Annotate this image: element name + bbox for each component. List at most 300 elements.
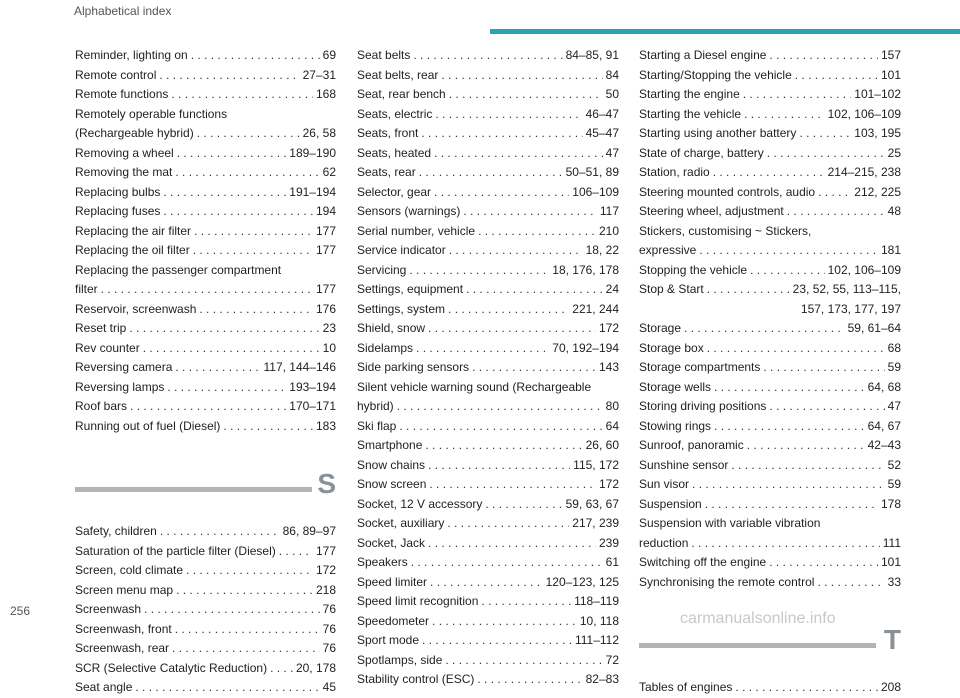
- dot-leader: [159, 66, 299, 86]
- dot-leader: [425, 436, 582, 456]
- index-entry: [357, 592, 619, 612]
- index-entry: [639, 280, 901, 319]
- dot-leader: [223, 417, 313, 437]
- entry-name: Starting a Diesel engine: [639, 48, 767, 62]
- dot-leader: [707, 339, 885, 359]
- entry-pages: 143: [598, 360, 619, 374]
- dot-leader: [769, 397, 884, 417]
- entry-name: Replacing the air filter: [75, 223, 192, 238]
- index-entry: [357, 85, 619, 105]
- index-entry: [357, 670, 619, 690]
- index-entry: [639, 417, 901, 437]
- dot-leader: [167, 378, 286, 398]
- entry-name: Screen menu map: [75, 582, 174, 597]
- entry-name: Serial number, vehicle: [357, 223, 476, 238]
- entry-pages: 70, 192–194: [552, 340, 619, 355]
- dot-leader: [397, 397, 603, 417]
- entry-pages: 177: [315, 543, 336, 558]
- entry-pages: 82–83: [585, 672, 619, 686]
- index-entry: [357, 339, 619, 359]
- entry-pages: 239: [598, 535, 619, 550]
- index-entry: [75, 46, 336, 66]
- dot-leader: [416, 339, 549, 359]
- dot-leader: [477, 670, 582, 690]
- entry-name: reduction: [639, 535, 689, 550]
- entry-pages: 42–43: [867, 438, 901, 452]
- index-entry: [75, 66, 336, 86]
- entry-pages: 76: [322, 621, 336, 636]
- entry-name: Storage box: [639, 340, 704, 355]
- index-entry: [357, 534, 619, 554]
- dot-leader: [199, 300, 313, 320]
- entry-pages: 86, 89–97: [282, 524, 336, 538]
- dot-leader: [817, 573, 884, 593]
- entry-pages: 45–47: [585, 126, 619, 140]
- entry-name: filter: [75, 282, 98, 296]
- dot-leader: [478, 222, 596, 242]
- index-entry: [639, 85, 901, 105]
- dot-leader: [413, 46, 562, 66]
- dot-leader: [193, 241, 313, 261]
- index-column-2: [357, 46, 619, 690]
- index-entry: [357, 631, 619, 651]
- dot-leader: [129, 319, 319, 339]
- dot-leader: [750, 261, 825, 281]
- index-entry: [357, 514, 619, 534]
- dot-leader: [422, 631, 572, 651]
- entry-pages: 214–215, 238: [827, 165, 901, 179]
- dot-leader: [449, 241, 583, 261]
- dot-leader: [144, 600, 320, 620]
- entry-name: Reversing camera: [75, 360, 173, 374]
- dot-leader: [466, 280, 603, 300]
- entry-pages: 61: [605, 555, 619, 569]
- index-entry: [75, 561, 336, 581]
- entry-name: Removing a wheel: [75, 145, 174, 160]
- entry-pages: 47: [605, 145, 619, 160]
- dot-leader: [463, 202, 596, 222]
- entry-name: Storing driving positions: [639, 399, 767, 413]
- entry-name: Seat belts, rear: [357, 67, 439, 82]
- entry-name: Speakers: [357, 555, 408, 569]
- entry-name-first-line: Silent vehicle warning sound (Rechargeable: [357, 379, 592, 394]
- entry-pages: 20, 178: [295, 660, 336, 675]
- entry-name: Steering mounted controls, audio: [639, 184, 816, 199]
- entry-pages: 84–85, 91: [565, 48, 619, 62]
- entry-pages: 181: [880, 243, 901, 257]
- index-entry: [75, 542, 336, 562]
- dot-leader: [787, 202, 885, 222]
- index-entry: [639, 339, 901, 359]
- entry-pages: 191–194: [289, 184, 336, 199]
- entry-name: Servicing: [357, 262, 407, 277]
- dot-leader: [713, 163, 825, 183]
- section-letter: S: [317, 468, 336, 499]
- entry-name: Replacing fuses: [75, 204, 161, 218]
- entry-pages: 50: [605, 87, 619, 101]
- index-column-3: [639, 46, 901, 698]
- index-entry: [75, 85, 336, 105]
- entry-name: Seats, front: [357, 126, 419, 140]
- entry-name: Sensors (warnings): [357, 204, 461, 218]
- index-entry: [75, 319, 336, 339]
- index-entry: [75, 678, 336, 698]
- entry-name: Removing the mat: [75, 165, 173, 179]
- index-entry: [75, 163, 336, 183]
- entry-pages: 33: [887, 574, 901, 589]
- index-entry: [639, 261, 901, 281]
- index-entry: [639, 495, 901, 515]
- entry-pages: 120–123, 125: [545, 574, 619, 589]
- entry-name: Settings, equipment: [357, 282, 464, 296]
- entry-pages: 64: [605, 418, 619, 433]
- entry-pages: 221, 244: [572, 301, 619, 316]
- entry-pages: 118–119: [574, 594, 619, 608]
- section-heading: [75, 462, 336, 506]
- dot-leader: [409, 261, 549, 281]
- dot-leader: [163, 183, 286, 203]
- dot-leader: [172, 639, 320, 659]
- dot-leader: [445, 651, 602, 671]
- entry-name: State of charge, battery: [639, 145, 764, 160]
- entry-pages: 47: [887, 399, 901, 413]
- dot-leader: [447, 514, 569, 534]
- entry-pages: 76: [322, 641, 336, 655]
- dot-leader: [769, 46, 878, 66]
- dot-leader: [143, 339, 320, 359]
- entry-pages: 24: [605, 282, 619, 296]
- entry-pages: 111: [882, 535, 901, 550]
- index-entry: [639, 183, 901, 203]
- section-rule: [75, 487, 312, 492]
- dot-leader: [735, 678, 878, 698]
- entry-pages: 76: [322, 602, 336, 616]
- entry-pages: 59: [887, 477, 901, 491]
- dot-leader: [485, 495, 562, 515]
- entry-name: (Rechargeable hybrid): [75, 126, 194, 140]
- entry-pages: 212, 225: [854, 184, 901, 199]
- dot-leader: [197, 124, 300, 144]
- index-entry: [75, 202, 336, 222]
- dot-leader: [744, 105, 825, 125]
- entry-pages: 177: [315, 282, 336, 296]
- dot-leader: [171, 85, 313, 105]
- dot-leader: [435, 105, 582, 125]
- dot-leader: [743, 85, 852, 105]
- entry-pages: 59, 63, 67: [565, 496, 619, 511]
- dot-leader: [270, 659, 293, 679]
- dot-leader: [434, 144, 603, 164]
- entry-pages: 10, 118: [579, 613, 619, 628]
- entry-name-first-line: Remotely operable functions: [75, 106, 228, 121]
- index-entry: [639, 378, 901, 398]
- index-entry: [75, 183, 336, 203]
- index-entry: [639, 456, 901, 476]
- entry-pages: 48: [887, 204, 901, 218]
- entry-name: Running out of fuel (Diesel): [75, 418, 221, 433]
- entry-name: Starting the engine: [639, 87, 740, 101]
- dot-leader: [101, 280, 313, 300]
- index-entry: [75, 300, 336, 320]
- entry-pages: 115, 172: [573, 457, 619, 472]
- entry-name: Service indicator: [357, 243, 446, 257]
- entry-name: Socket, 12 V accessory: [357, 496, 483, 511]
- entry-name: Saturation of the particle filter (Diesel): [75, 543, 276, 558]
- entry-name: Seats, rear: [357, 165, 416, 179]
- index-entry: [75, 620, 336, 640]
- entry-name: Speedometer: [357, 613, 430, 628]
- dot-leader: [419, 163, 563, 183]
- entry-pages: 80: [605, 399, 619, 413]
- entry-name: Replacing the oil filter: [75, 243, 190, 257]
- dot-leader: [194, 222, 313, 242]
- entry-pages: 101: [880, 555, 901, 569]
- entry-pages: 170–171: [289, 399, 336, 413]
- entry-pages: 168: [315, 87, 336, 101]
- dot-leader: [705, 495, 878, 515]
- dot-leader: [160, 522, 280, 542]
- dot-leader: [799, 124, 851, 144]
- entry-pages: 45: [322, 680, 336, 694]
- dot-leader: [429, 475, 596, 495]
- entry-name: Reset trip: [75, 321, 127, 335]
- entry-name: Shield, snow: [357, 321, 426, 335]
- index-entry: [357, 495, 619, 515]
- index-entry: [357, 573, 619, 593]
- index-entry: [357, 358, 619, 378]
- entry-name: Rev counter: [75, 340, 140, 355]
- entry-name: Stability control (ESC): [357, 672, 475, 686]
- section-letter: T: [883, 624, 901, 655]
- index-entry: [75, 600, 336, 620]
- entry-name: Screenwash, front: [75, 621, 172, 636]
- dot-leader: [130, 397, 286, 417]
- entry-name: Smartphone: [357, 438, 423, 452]
- index-entry: [639, 66, 901, 86]
- index-entry: [639, 573, 901, 593]
- dot-leader: [448, 300, 569, 320]
- dot-leader: [421, 124, 582, 144]
- index-entry: [357, 456, 619, 476]
- index-entry: [357, 66, 619, 86]
- index-entry: [357, 144, 619, 164]
- entry-name: Sport mode: [357, 633, 420, 647]
- entry-name: Sunroof, panoramic: [639, 438, 744, 452]
- dot-leader: [175, 620, 320, 640]
- entry-pages: 189–190: [289, 145, 336, 160]
- entry-name: Sunshine sensor: [639, 457, 729, 472]
- index-entry: [639, 436, 901, 456]
- index-entry: [75, 339, 336, 359]
- entry-pages: 59: [887, 360, 901, 374]
- entry-name: Seats, heated: [357, 145, 432, 160]
- dot-leader: [428, 534, 596, 554]
- index-entry: [639, 222, 901, 261]
- entry-name: Reversing lamps: [75, 379, 165, 394]
- index-entry: [75, 241, 336, 261]
- entry-pages: 102, 106–109: [827, 106, 901, 121]
- entry-name: Seat belts: [357, 48, 411, 62]
- entry-name: Safety, children: [75, 524, 157, 538]
- index-entry: [75, 358, 336, 378]
- entry-pages: 102, 106–109: [827, 262, 901, 277]
- entry-name: Seat angle: [75, 680, 133, 694]
- entry-name: Switching off the engine: [639, 555, 767, 569]
- entry-pages: 177: [315, 243, 336, 257]
- index-entry: [75, 659, 336, 679]
- dot-leader: [430, 573, 543, 593]
- index-entry: [639, 163, 901, 183]
- entry-name: Starting/Stopping the vehicle: [639, 67, 792, 82]
- index-entry: [75, 261, 336, 300]
- dot-leader: [684, 319, 845, 339]
- entry-name: Replacing bulbs: [75, 184, 161, 199]
- dot-leader: [279, 542, 313, 562]
- entry-pages: 10: [322, 340, 336, 355]
- entry-pages: 52: [887, 457, 901, 472]
- index-entry: [357, 124, 619, 144]
- index-entry: [75, 522, 336, 542]
- entry-pages: 172: [598, 477, 619, 491]
- dot-leader: [432, 612, 577, 632]
- entry-pages: 68: [887, 340, 901, 355]
- dot-leader: [163, 202, 313, 222]
- dot-leader: [177, 144, 287, 164]
- entry-name-first-line: Suspension with variable vibration: [639, 516, 821, 530]
- entry-name: Remote functions: [75, 87, 169, 101]
- dot-leader: [714, 378, 865, 398]
- dot-leader: [186, 561, 313, 581]
- entry-pages: 111–112: [574, 633, 619, 647]
- entry-name: hybrid): [357, 399, 394, 413]
- entry-pages: 84: [605, 67, 619, 82]
- index-entry: [357, 475, 619, 495]
- dot-leader: [428, 319, 596, 339]
- section-rule: [639, 643, 876, 648]
- index-entry: [639, 144, 901, 164]
- entry-name: Speed limit recognition: [357, 594, 479, 608]
- dot-leader: [747, 436, 865, 456]
- entry-name: expressive: [639, 243, 697, 257]
- entry-pages: 193–194: [289, 379, 336, 394]
- index-entry: [639, 475, 901, 495]
- entry-pages: 18, 22: [585, 243, 619, 257]
- dot-leader: [449, 85, 603, 105]
- entry-name: Socket, auxiliary: [357, 516, 445, 530]
- dot-leader: [731, 456, 884, 476]
- entry-pages: 208: [880, 680, 901, 694]
- entry-name: Starting the vehicle: [639, 106, 742, 121]
- entry-name-first-line: Replacing the passenger compartment: [75, 262, 282, 277]
- entry-pages: 23, 52, 55, 113–115,: [792, 282, 901, 296]
- index-entry: [357, 202, 619, 222]
- entry-name: Socket, Jack: [357, 535, 426, 550]
- dot-leader: [411, 553, 603, 573]
- dot-leader: [818, 183, 851, 203]
- index-entry: [357, 105, 619, 125]
- index-entry: [357, 261, 619, 281]
- index-entry: [357, 417, 619, 437]
- entry-name-first-line: Stickers, customising ~ Stickers,: [639, 223, 812, 238]
- index-entry: [357, 553, 619, 573]
- dot-leader: [434, 183, 569, 203]
- index-entry: [357, 183, 619, 203]
- entry-pages: 72: [605, 652, 619, 667]
- dot-leader: [176, 581, 313, 601]
- entry-pages: 103, 195: [854, 126, 901, 140]
- entry-pages: 64, 68: [867, 379, 901, 394]
- index-entry: [357, 651, 619, 671]
- entry-pages: 50–51, 89: [565, 165, 619, 179]
- entry-pages: 23: [322, 321, 336, 335]
- entry-pages: 210: [598, 223, 619, 238]
- entry-name: Spotlamps, side: [357, 652, 443, 667]
- entry-name: Steering wheel, adjustment: [639, 204, 784, 218]
- entry-pages: 59, 61–64: [847, 321, 901, 335]
- entry-name: Roof bars: [75, 399, 128, 413]
- dot-leader: [399, 417, 602, 437]
- index-entry: [75, 222, 336, 242]
- entry-name: Snow screen: [357, 477, 427, 491]
- entry-pages: 106–109: [572, 184, 619, 199]
- index-entry: [357, 241, 619, 261]
- dot-leader: [472, 358, 596, 378]
- entry-name: Stop & Start: [639, 282, 704, 296]
- entry-name: Ski flap: [357, 418, 397, 433]
- dot-leader: [428, 456, 570, 476]
- index-entry: [639, 46, 901, 66]
- entry-name: Speed limiter: [357, 574, 428, 589]
- index-entry: [75, 105, 336, 144]
- index-entry: [75, 417, 336, 437]
- index-entry: [639, 397, 901, 417]
- index-entry: [357, 300, 619, 320]
- index-entry: [639, 553, 901, 573]
- entry-name: Reminder, lighting on: [75, 48, 188, 62]
- entry-pages: 26, 58: [302, 126, 336, 140]
- index-entry: [639, 202, 901, 222]
- entry-pages: 218: [315, 582, 336, 597]
- index-entry: [639, 124, 901, 144]
- entry-name: Seat, rear bench: [357, 87, 446, 101]
- entry-pages: 101: [880, 67, 901, 82]
- entry-name: Selector, gear: [357, 184, 432, 199]
- entry-name: SCR (Selective Catalytic Reduction): [75, 660, 268, 675]
- entry-name: Sun visor: [639, 477, 690, 491]
- dot-leader: [692, 475, 885, 495]
- index-entry: [75, 581, 336, 601]
- entry-name: Station, radio: [639, 165, 710, 179]
- entry-name: Settings, system: [357, 301, 446, 316]
- index-entry: [75, 144, 336, 164]
- dot-leader: [441, 66, 602, 86]
- page-number: 256: [10, 604, 31, 618]
- index-entry: [357, 378, 619, 417]
- entry-name: Stowing rings: [639, 418, 712, 433]
- entry-name: Reservoir, screenwash: [75, 301, 197, 316]
- index-entry: [357, 319, 619, 339]
- entry-pages: 25: [887, 145, 901, 160]
- dot-leader: [481, 592, 571, 612]
- index-entry: [357, 436, 619, 456]
- index-entry: [357, 612, 619, 632]
- entry-pages: 157: [880, 48, 901, 62]
- index-entry: [357, 222, 619, 242]
- entry-pages: 194: [315, 204, 336, 218]
- entry-name: Seats, electric: [357, 106, 433, 121]
- dot-leader: [767, 144, 885, 164]
- entry-pages: 217, 239: [572, 516, 619, 530]
